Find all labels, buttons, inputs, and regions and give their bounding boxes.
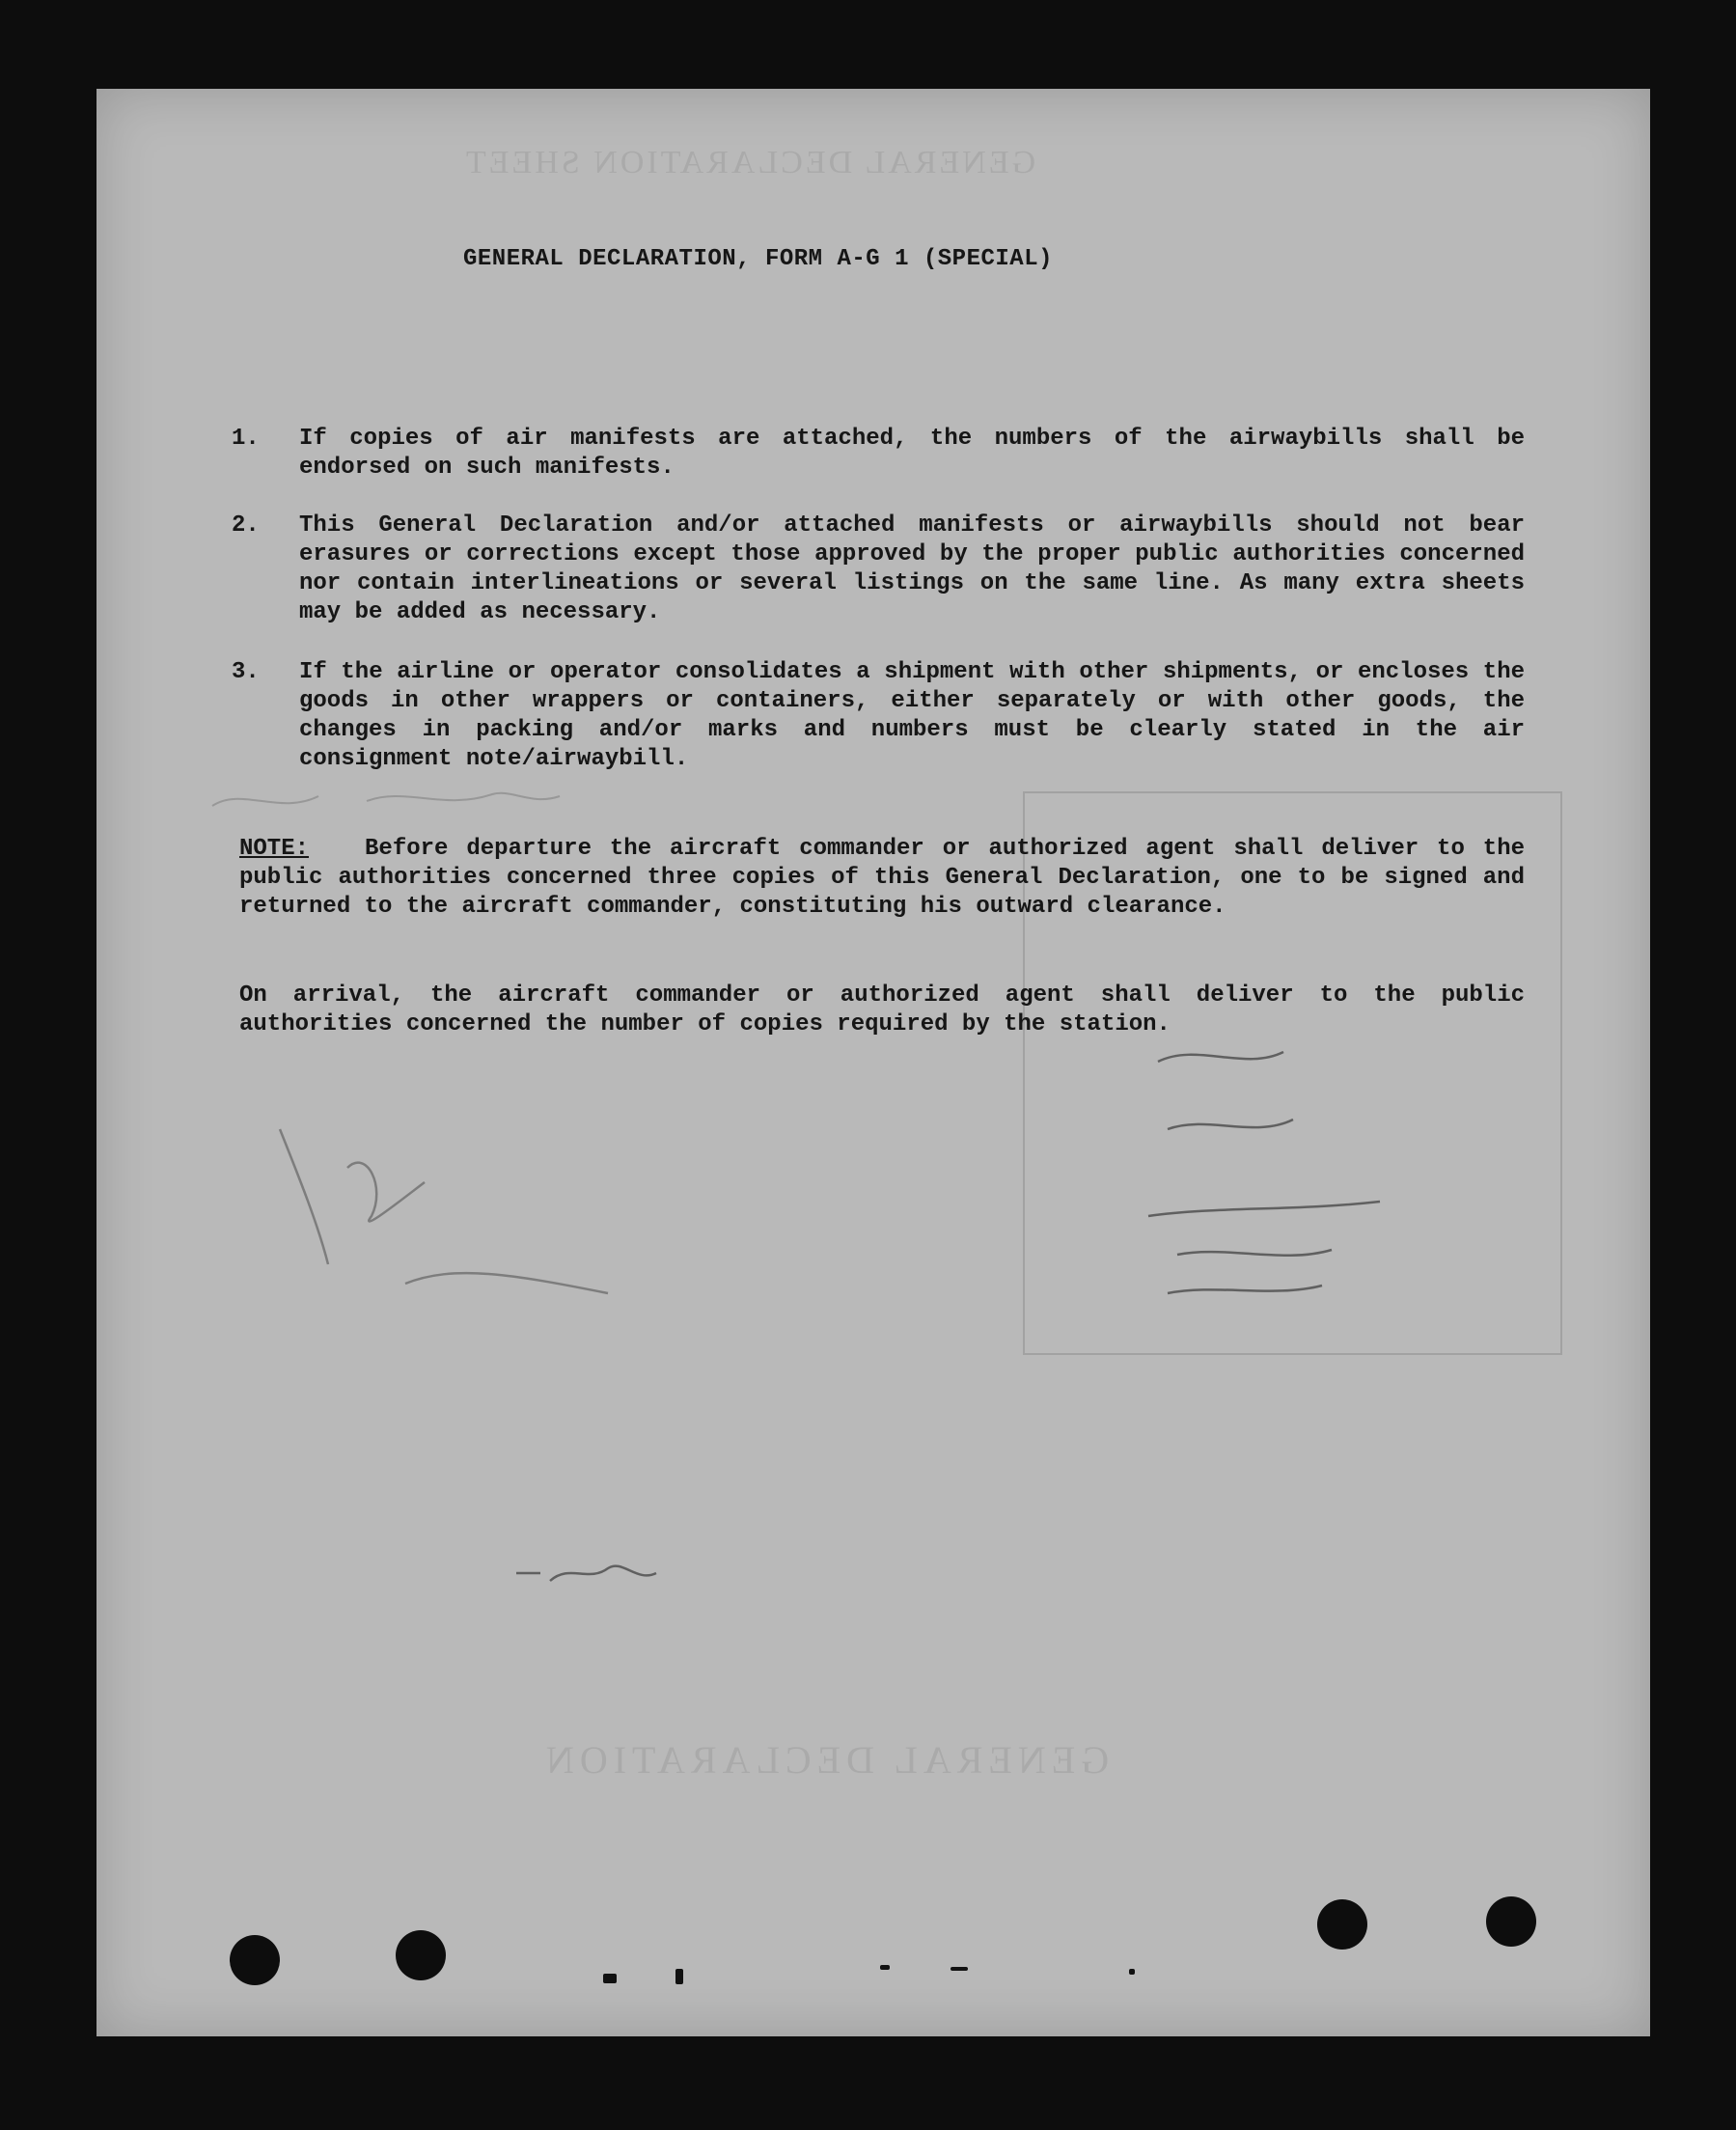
ink-speck	[951, 1967, 968, 1971]
note-paragraph	[239, 835, 1525, 922]
ink-speck	[1129, 1969, 1135, 1975]
arrival-paragraph: On arrival, the aircraft commander or authorized agent shall deliver to the public authorities concerned the number of copies required by the station.	[239, 982, 1525, 1037]
punch-hole	[230, 1935, 280, 1985]
punch-hole	[1317, 1899, 1367, 1950]
item-text: This General Declaration and/or attached manifests or airwaybills should not bear erasures or corrections except those approved by the proper public authorities concerned nor contain interlineations or several listings on the same line. As many extra sheets may be added as necessary.	[299, 512, 1525, 625]
note-text: Before departure the aircraft commander or authorized agent shall deliver to the public authorities concerned three copies of this General Declaration, one to be signed and returned to the aircraft commander, constituting his outward clearance.	[239, 836, 1525, 920]
punch-hole	[1486, 1896, 1536, 1947]
item-number: 2.	[232, 512, 260, 539]
note-label: NOTE:	[239, 836, 310, 862]
ink-speck	[880, 1965, 890, 1970]
bleed-through-heading: GENERAL DECLARATION SHEET	[463, 145, 1036, 180]
handwritten-marks	[1139, 1023, 1447, 1313]
item-text: If copies of air manifests are attached, the numbers of the airwaybills shall be endorsed on such manifests.	[299, 426, 1525, 481]
item-number: 1.	[232, 426, 260, 452]
punch-hole	[396, 1930, 446, 1980]
signature-scribble	[261, 1091, 627, 1303]
document-title: GENERAL DECLARATION, FORM A-G 1 (SPECIAL)	[463, 246, 1053, 272]
ink-speck	[603, 1974, 617, 1983]
handwritten-mark-upper-left	[203, 777, 569, 825]
handwritten-mark-lower	[511, 1554, 666, 1592]
item-text: If the airline or operator consolidates a shipment with other shipments, or encloses the goods in other wrappers or containers, either separately or with other goods, the changes in packing and/or marks and numbers must be clearly stated in the air consignment note/airwaybill.	[299, 659, 1525, 772]
ink-speck	[675, 1969, 683, 1984]
bleed-through-footer: GENERAL DECLARATION	[540, 1738, 1110, 1782]
item-number: 3.	[232, 659, 260, 685]
